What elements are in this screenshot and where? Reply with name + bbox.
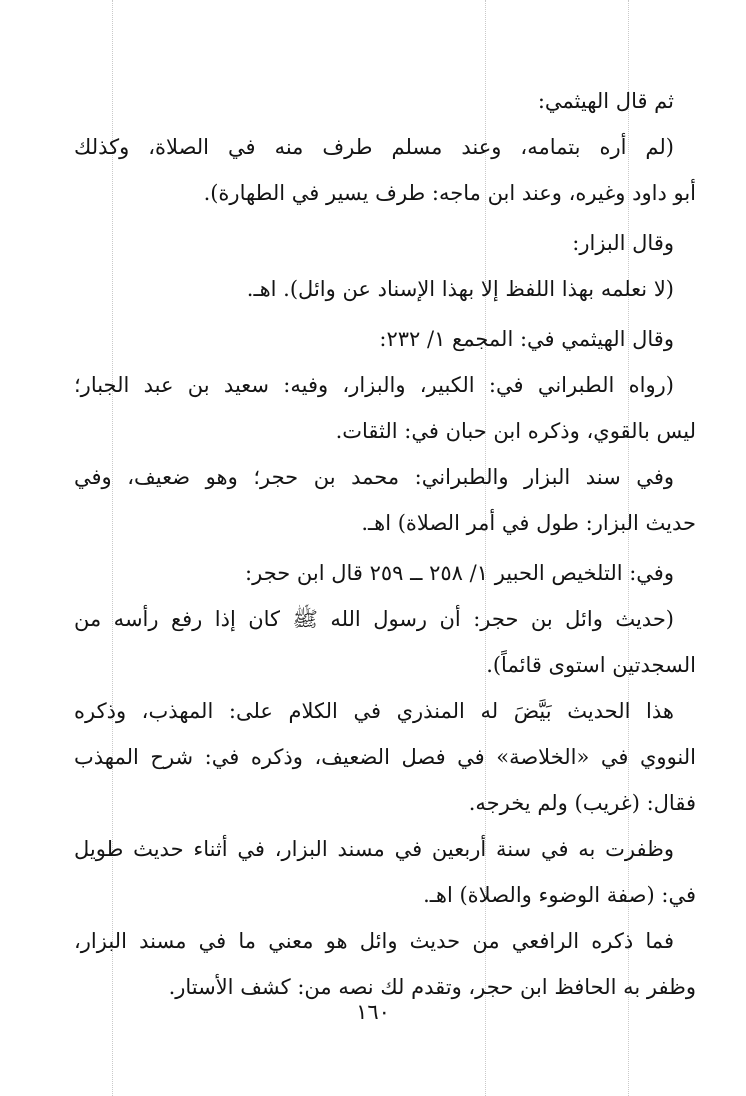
text-line: في: (صفة الوضوء والصلاة) اهـ. bbox=[423, 883, 696, 907]
page-number: ١٦٠ bbox=[356, 1000, 390, 1024]
text-line: (لم أره بتمامه، وعند مسلم طرف منه في الصلاة، وكذلك bbox=[74, 135, 674, 159]
text-line: ثم قال الهيثمي: bbox=[537, 89, 674, 113]
text-line: وفي: التلخيص الحبير ١/ ٢٥٨ ــ ٢٥٩ قال ابن حجر: bbox=[245, 561, 674, 585]
text-line: فقال: (غريب) ولم يخرجه. bbox=[468, 791, 696, 815]
text-line: وقال الهيثمي في: المجمع ١/ ٢٣٢: bbox=[379, 327, 674, 351]
text-line: وقال البزار: bbox=[572, 231, 674, 255]
text-line: النووي في «الخلاصة» في فصل الضعيف، وذكره في: شرح المهذب bbox=[74, 745, 696, 769]
text-line: هذا الحديث بَيَّضَ له المنذري في الكلام على: المهذب، وذكره bbox=[74, 699, 674, 723]
text-line: (لا نعلمه بهذا اللفظ إلا بهذا الإسناد عن وائل). اهـ. bbox=[246, 277, 674, 301]
text-line: السجدتين استوى قائماً). bbox=[486, 653, 696, 677]
text-line: حديث البزار: طول في أمر الصلاة) اهـ. bbox=[361, 511, 696, 535]
text-line: وظفر به الحافظ ابن حجر، وتقدم لك نصه من: كشف الأستار. bbox=[168, 975, 696, 999]
text-line: وفي سند البزار والطبراني: محمد بن حجر؛ وهو ضعيف، وفي bbox=[74, 465, 674, 489]
text-line: أبو داود وغيره، وعند ابن ماجه: طرف يسير في الطهارة). bbox=[203, 181, 696, 205]
body-text bbox=[74, 78, 696, 1010]
text-line: (رواه الطبراني في: الكبير، والبزار، وفيه: سعيد بن عبد الجبار؛ bbox=[74, 373, 674, 397]
text-line: وظفرت به في سنة أربعين في مسند البزار، في أثناء حديث طويل bbox=[74, 837, 674, 861]
text-line: ليس بالقوي، وذكره ابن حبان في: الثقات. bbox=[335, 419, 696, 443]
text-line: (حديث وائل بن حجر: أن رسول الله ﷺ كان إذا رفع رأسه من bbox=[74, 607, 674, 631]
text-line: فما ذكره الرافعي من حديث وائل هو معني ما في مسند البزار، bbox=[74, 929, 674, 953]
